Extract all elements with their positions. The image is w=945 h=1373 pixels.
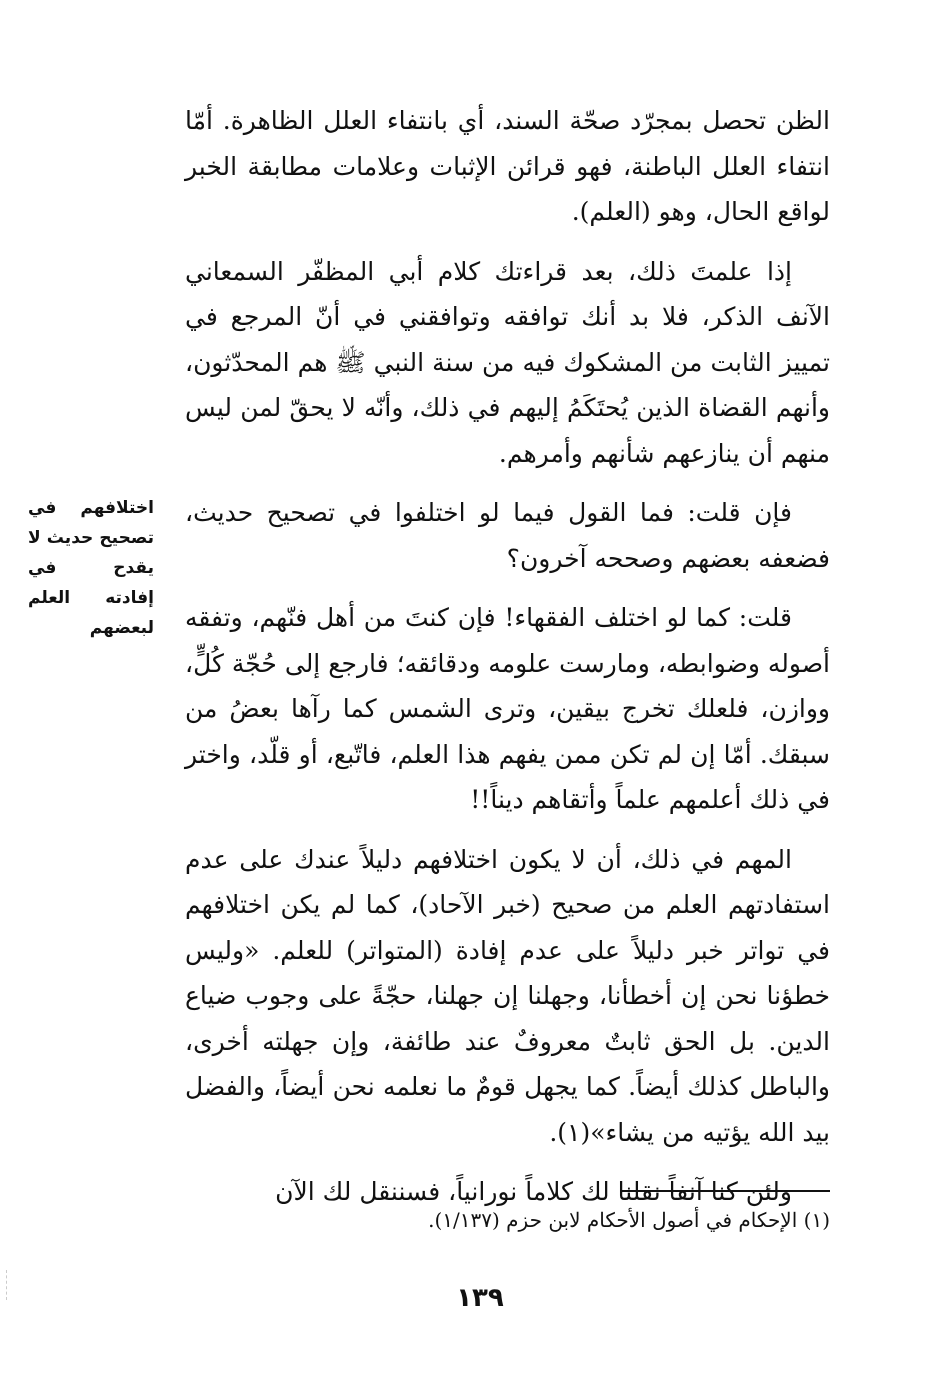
footnote-divider [620,1190,830,1192]
scan-artifact [6,1270,27,1300]
margin-note: اختلافهم في تصحيح حديث لا يقدح في إفادته العلم لبعضهم [28,498,154,638]
paragraph: ولئن كنا آنفاً نقلنا لك كلاماً نورانياً، فسننقل لك الآن [275,1177,792,1206]
paragraph: إذا علمتَ ذلك، بعد قراءتك كلام أبي المظفّر السمعاني الآنف الذكر، فلا بد أنك توافقه وتوافقني في أنّ المرجع في تمييز الثابت من المشكوك فيه من سنة النبي ﷺ هم المحدّثون، وأنهم القضاة الذين يُحتَكَمُ إليهم في ذلك، وأنّه لا يحقّ لمن ليس منهم أن ينازعهم شأنهم وأمرهم. [185,256,830,468]
page-number: ١٣٩ [456,1283,504,1313]
main-text-column [185,98,830,1229]
footnote: (١) الإحكام في أصول الأحكام لابن حزم (١/١٣٧). [428,1208,830,1232]
paragraph: الظن تحصل بمجرّد صحّة السند، أي بانتفاء العلل الظاهرة. أمّا انتفاء العلل الباطنة، فهو قرائن الإثبات وعلامات مطابقة الخبر لواقع الحال، وهو (العلم). [185,106,830,226]
paragraph: فإن قلت: فما القول فيما لو اختلفوا في تصحيح حديث، فضعفه بعضهم وصححه آخرون؟ [185,498,830,573]
paragraph: المهم في ذلك، أن لا يكون اختلافهم دليلاً عندك على عدم استفادتهم العلم من صحيح (خبر الآحاد)، كما لم يكن اختلافهم في تواتر خبر دليلاً على عدم إفادة (المتواتر) للعلم. «وليس خطؤنا نحن إن أخطأنا، وجهلنا إن جهلنا، حجّةً على وجوب ضياع الدين. بل الحق ثابتٌ معروفٌ عند طائفة، وإن جهلته أخرى، والباطل كذلك أيضاً. كما يجهل قومٌ ما نعلمه نحن أيضاً، والفضل بيد الله يؤتيه من يشاء»(١). [185,844,830,1147]
paragraph: قلت: كما لو اختلف الفقهاء! فإن كنتَ من أهل فنّهم، وتفقه أصوله وضوابطه، ومارست علومه ودقائقه؛ فارجع إلى حُجّة كُلٍّ، ووازن، فلعلك تخرج بيقين، وترى الشمس كما رآها بعضُ من سبقك. أمّا إن لم تكن ممن يفهم هذا العلم، فاتّبع، أو قلّد، واختر في ذلك أعلمهم علماً وأتقاهم ديناً!! [185,603,830,814]
